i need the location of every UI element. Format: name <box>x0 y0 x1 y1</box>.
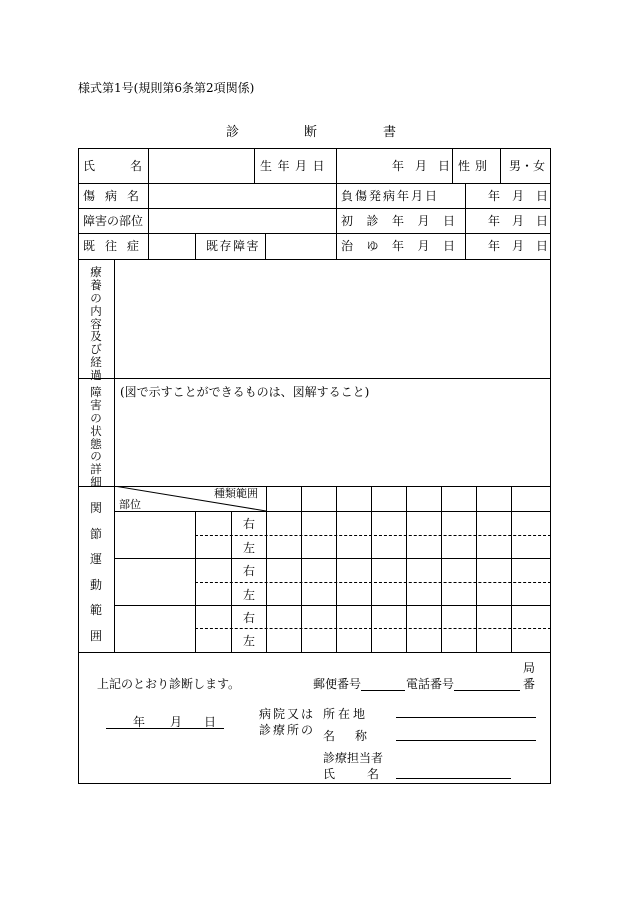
vline-j-c7 <box>476 486 477 652</box>
disability-part-label: 障害の部位 <box>83 214 144 228</box>
vline-r1b <box>452 148 453 183</box>
phone-field[interactable] <box>454 690 520 691</box>
vline-j-side <box>231 511 232 652</box>
joint-label-char: 範 <box>89 603 102 618</box>
vline-j-c2 <box>301 486 302 652</box>
cure-date-label: 治ゆ年月日 <box>341 239 469 253</box>
phone-label: 電話番号 <box>406 677 455 691</box>
vline-j-part <box>195 511 196 652</box>
joint-range-label <box>89 502 103 642</box>
vline-j-c6 <box>441 486 442 652</box>
dash-g1 <box>195 535 551 536</box>
name-label-char: 名 <box>129 159 142 173</box>
first-visit-label: 初診年月日 <box>341 214 469 228</box>
dash-g2 <box>195 582 551 583</box>
facility-name-field[interactable] <box>396 740 536 741</box>
birth-month: 月 <box>415 159 428 173</box>
treatment-label: 療養の内容及び経過 <box>90 265 102 382</box>
disability-state-note: (図で示すことができるものは、図解すること) <box>120 385 370 399</box>
vline-r1c <box>500 148 501 183</box>
hospital-line2: 診療所の <box>259 723 316 737</box>
postal-label: 郵便番号 <box>313 677 362 691</box>
title-char-1: 診 <box>226 125 240 140</box>
title-char-2: 断 <box>304 125 318 140</box>
right-label-3: 右 <box>243 611 256 625</box>
rule-joint-end <box>78 652 551 653</box>
joint-label-char: 関 <box>89 501 102 515</box>
cure-month: 月 <box>512 239 525 253</box>
dash-g3 <box>195 628 551 629</box>
rule-joint-g1 <box>114 558 551 559</box>
birth-day: 日 <box>438 159 451 173</box>
injury-day: 日 <box>536 189 549 203</box>
postal-field[interactable] <box>361 690 405 691</box>
disability-state-label: 障害の状態の詳細 <box>90 385 102 490</box>
disease-label: 傷病名 <box>83 189 150 203</box>
left-label-3: 左 <box>243 634 256 648</box>
existing-disability-label: 既存障害 <box>206 239 261 253</box>
name-label-char: 氏 <box>83 159 96 173</box>
kind-range-label: 種類範囲 <box>214 487 258 500</box>
date-month: 月 <box>170 715 183 729</box>
vline-j-c4 <box>371 486 372 652</box>
joint-label-char: 節 <box>89 526 102 541</box>
rule-row4 <box>78 259 551 260</box>
joint-label-char: 動 <box>89 577 102 592</box>
part-label: 部位 <box>119 498 141 511</box>
history-label: 既往症 <box>83 239 150 253</box>
left-label-1: 左 <box>243 541 256 555</box>
sex-label: 性別 <box>458 159 493 173</box>
kyoku-label: 局 <box>523 661 536 675</box>
injury-date-label: 負傷発病年月日 <box>341 189 440 203</box>
vline-j-c8 <box>511 486 512 652</box>
vline-j-c5 <box>406 486 407 652</box>
right-label-1: 右 <box>243 517 256 531</box>
statement: 上記のとおり診断します。 <box>97 677 241 691</box>
vline-section-label <box>114 259 115 652</box>
first-visit-year: 年 <box>488 214 501 228</box>
birth-label: 生年月日 <box>260 159 331 173</box>
address-field[interactable] <box>396 717 536 718</box>
vline-r1a <box>254 148 255 183</box>
ban-label: 番 <box>523 677 536 691</box>
address-label: 所在地 <box>323 707 369 721</box>
vline-r4a <box>195 233 196 259</box>
hospital-line1: 病院又は <box>259 707 316 721</box>
injury-year: 年 <box>488 189 501 203</box>
first-visit-day: 日 <box>536 214 549 228</box>
title-char-3: 書 <box>383 125 397 140</box>
vline-mid <box>336 148 337 259</box>
right-label-2: 右 <box>243 564 256 578</box>
date-year: 年 <box>133 715 146 729</box>
rule-joint-g2 <box>114 605 551 606</box>
rule-treatment <box>78 378 551 379</box>
first-visit-month: 月 <box>512 214 525 228</box>
injury-month: 月 <box>512 189 525 203</box>
doctor-label: 診療担当者 <box>323 751 384 765</box>
facility-name-label: 名称 <box>323 729 388 743</box>
doctor-name-label: 氏名 <box>323 767 412 781</box>
form-code: 様式第1号(規則第6条第2項関係) <box>78 81 255 95</box>
doctor-name-field[interactable] <box>396 778 511 779</box>
cure-day: 日 <box>536 239 549 253</box>
name-label <box>83 160 142 172</box>
birth-year: 年 <box>392 159 405 173</box>
joint-label-char: 運 <box>89 552 102 567</box>
cure-year: 年 <box>488 239 501 253</box>
vline-r4b <box>265 233 266 259</box>
date-field[interactable] <box>106 728 224 729</box>
vline-j-c3 <box>336 486 337 652</box>
sex-value[interactable]: 男・女 <box>509 159 546 173</box>
joint-label-char: 囲 <box>89 628 102 643</box>
left-label-2: 左 <box>243 588 256 602</box>
date-day: 日 <box>204 715 217 729</box>
